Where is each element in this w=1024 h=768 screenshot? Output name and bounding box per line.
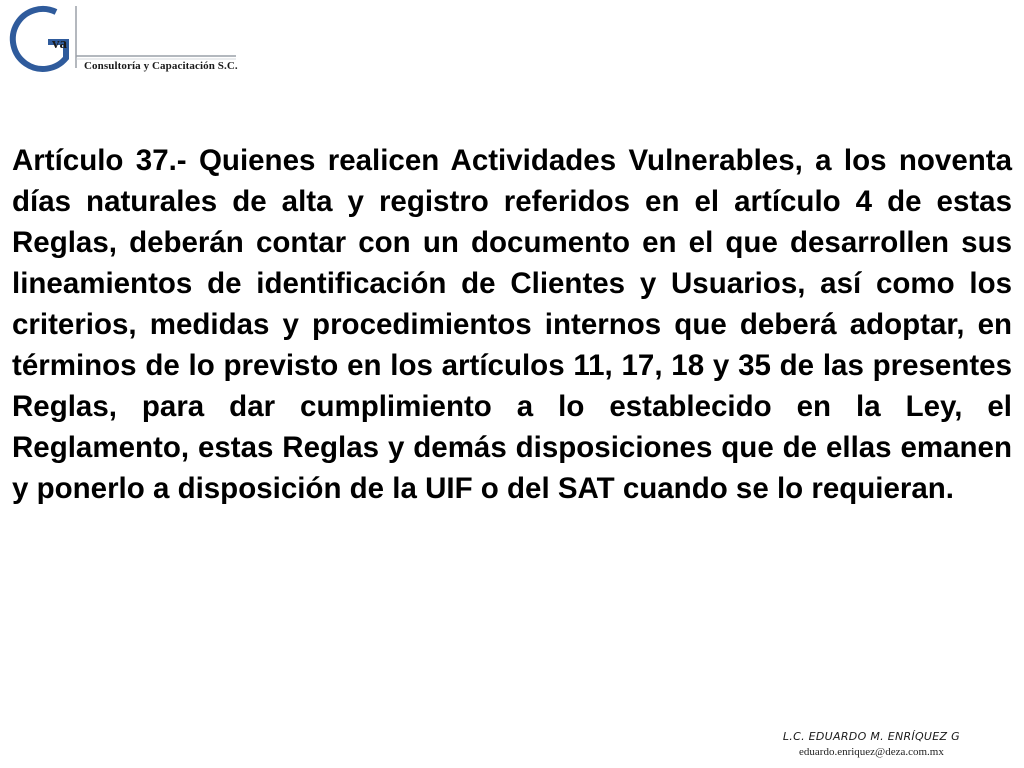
company-logo: [4, 2, 254, 82]
logo-caption: Consultoría y Capacitación S.C.: [84, 60, 238, 72]
author-name: L.C. EDUARDO M. ENRÍQUEZ G: [782, 730, 960, 743]
footer: [783, 730, 960, 758]
article-text: Artículo 37.- Quienes realicen Actividades Vulnerables, a los noventa días naturales de alta y registro referidos en el artículo 4 de estas Reglas, deberán contar con un documento en el que desarrollen sus lineamientos de identificación de Clientes y Usuarios, así como los criterios, medidas y procedimientos internos que deberá adoptar, en términos de lo previsto en los artículos 11, 17, 18 y 35 de las presentes Reglas, para dar cumplimiento a lo establecido en la Ley, el Reglamento, estas Reglas y demás disposiciones que de ellas emanen y ponerlo a disposición de la UIF o del SAT cuando se lo requieran.: [12, 144, 1012, 505]
logo-letters: va: [52, 36, 67, 52]
author-email: eduardo.enriquez@deza.com.mx: [799, 746, 944, 758]
